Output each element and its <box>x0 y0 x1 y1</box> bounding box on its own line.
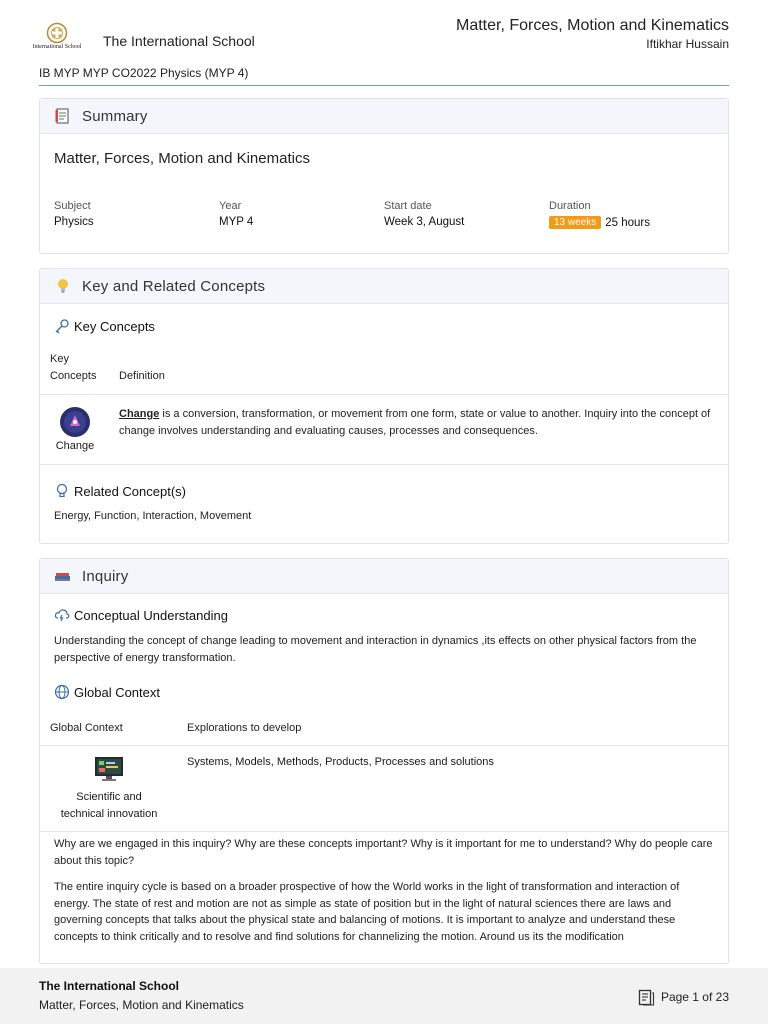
inquiry-section <box>39 558 729 964</box>
document-title: Matter, Forces, Motion and Kinematics <box>456 17 729 34</box>
pages-icon <box>638 989 655 1006</box>
subject-label: Subject <box>54 200 91 212</box>
global-context-label: Global Context <box>74 684 160 700</box>
related-concepts-subheading <box>54 483 186 499</box>
inquiry-question: Why are we engaged in this inquiry? Why are these concepts important? Why is it important for me to understand? Why do people care about this topic? <box>54 838 713 867</box>
year-value: MYP 4 <box>219 216 254 228</box>
concept-definition <box>119 406 719 439</box>
unit-title: Matter, Forces, Motion and Kinematics <box>54 150 310 167</box>
document-header <box>0 0 768 90</box>
books-icon <box>54 567 72 585</box>
cloud-lightning-icon <box>54 607 70 623</box>
table-divider <box>40 394 728 395</box>
duration-field <box>549 200 650 229</box>
key-concepts-column-header: Key Concepts <box>50 353 97 382</box>
course-name: IB MYP MYP CO2022 Physics (MYP 4) <box>39 66 249 80</box>
table-divider <box>40 464 728 465</box>
global-context-name: Scientific and technical innovation <box>60 791 158 820</box>
concepts-section <box>39 268 729 544</box>
lightbulb-outline-icon <box>54 483 70 499</box>
year-field <box>219 200 253 228</box>
key-concepts-subheading <box>54 318 155 334</box>
year-label: Year <box>219 200 242 212</box>
start-date-label: Start date <box>384 200 432 212</box>
concept-name: Change <box>55 440 95 452</box>
page-number: Page 1 of 23 <box>660 990 729 1004</box>
summary-heading: Summary <box>82 107 148 125</box>
change-concept-icon <box>59 406 91 438</box>
summary-section <box>39 98 729 254</box>
conceptual-understanding-text: Understanding the concept of change leading to movement and interaction in dynamics ,its effects on other physical factors from the perspective of energy transformation. <box>54 635 697 664</box>
subject-value: Physics <box>54 216 94 228</box>
inquiry-heading: Inquiry <box>82 567 129 585</box>
start-date-value: Week 3, August <box>384 216 465 228</box>
header-divider <box>39 85 729 86</box>
concepts-header <box>40 269 728 304</box>
table-divider <box>40 831 728 832</box>
weeks-badge: 13 weeks <box>549 216 601 229</box>
summary-header <box>40 99 728 134</box>
school-name: The International School <box>103 33 255 49</box>
school-logo <box>32 22 82 54</box>
inquiry-answer: The entire inquiry cycle is based on a broader prospective of how the World works in the light of transformation and interaction of energy. The state of rest and motion are not as simple as state of position but in the light of natural sciences there are laws and governing concepts that talks about the physical state and balancing of motions. It is important to analyze and understand these concepts to think critically and to resolve and find solutions for channelizing the motion. Around us its the modification <box>54 881 680 943</box>
duration-value-row <box>549 216 650 229</box>
explorations-text: Systems, Models, Methods, Products, Processes and solutions <box>187 756 494 768</box>
footer-school-name: The International School <box>39 979 180 993</box>
definition-column-header: Definition <box>119 370 165 382</box>
notes-icon <box>54 107 72 125</box>
table-divider <box>40 745 728 746</box>
page-footer <box>0 968 768 1024</box>
related-concepts-list: Energy, Function, Interaction, Movement <box>54 510 252 522</box>
key-concepts-label: Key Concepts <box>74 318 155 334</box>
lightbulb-icon <box>54 277 72 295</box>
monitor-innovation-icon <box>94 756 124 782</box>
definition-term[interactable]: Change <box>119 408 160 420</box>
key-icon <box>54 318 70 334</box>
global-context-column-header: Global Context <box>50 722 123 734</box>
duration-label: Duration <box>549 200 591 212</box>
logo-text: International School <box>32 44 82 50</box>
document-author: Iftikhar Hussain <box>646 37 729 51</box>
related-concepts-label: Related Concept(s) <box>74 483 186 499</box>
hours-value: 25 hours <box>605 216 651 229</box>
global-context-subheading <box>54 684 160 700</box>
footer-unit-title: Matter, Forces, Motion and Kinematics <box>39 998 244 1012</box>
globe-icon <box>54 684 70 700</box>
start-date-field <box>384 200 464 228</box>
explorations-column-header: Explorations to develop <box>187 722 302 734</box>
conceptual-understanding-subheading <box>54 607 228 623</box>
inquiry-header <box>40 559 728 594</box>
subject-field <box>54 200 94 228</box>
conceptual-understanding-label: Conceptual Understanding <box>74 607 228 623</box>
definition-text: is a conversion, transformation, or movement from one form, state or value to another. Inquiry into the concept of change involves understanding and evaluating causes, processes and consequences. <box>119 408 711 437</box>
concepts-heading: Key and Related Concepts <box>82 277 266 295</box>
